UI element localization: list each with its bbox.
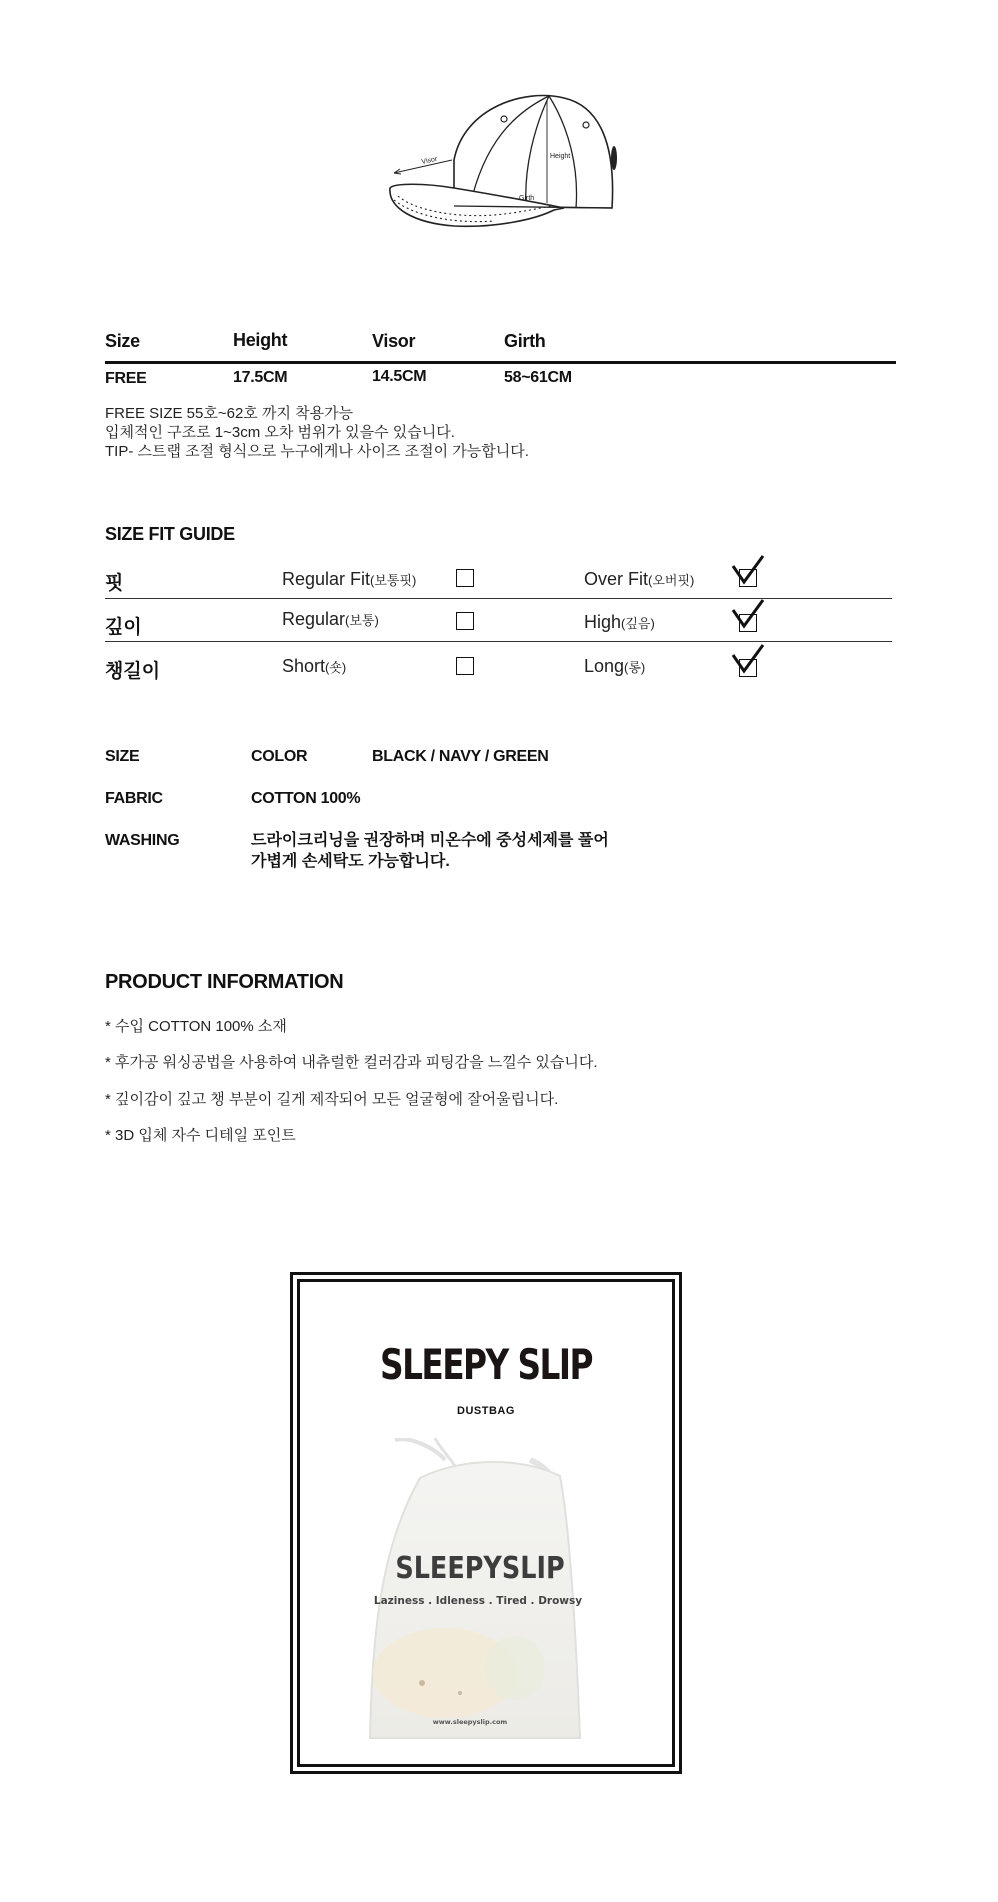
brim-option-short: Short(숏) xyxy=(282,656,347,676)
product-info-item: * 후가공 워싱공법을 사용하여 내츄럴한 컬러감과 피팅감을 느낄수 있습니다. xyxy=(105,1054,598,1071)
size-value: FREE xyxy=(105,370,147,387)
dustbag-image xyxy=(350,1438,630,1748)
size-note-2: 입체적인 구조로 1~3cm 오차 범위가 있을수 있습니다. xyxy=(105,424,455,441)
bag-brand: SLEEPYSLIP xyxy=(395,1549,565,1586)
fit-option-over: Over Fit(오버핏) xyxy=(584,569,695,589)
size-note-3: TIP- 스트랩 조절 형식으로 누구에게나 사이즈 조절이 가능합니다. xyxy=(105,443,529,460)
spec-color-label: COLOR xyxy=(251,748,308,765)
spec-fabric-value: COTTON 100% xyxy=(251,790,361,807)
bag-tagline: Laziness . Idleness . Tired . Drowsy xyxy=(373,1595,583,1607)
spec-washing-label: WASHING xyxy=(105,832,180,849)
checkmark-icon xyxy=(730,554,766,590)
spec-washing-line-1: 드라이크리닝을 권장하며 미온수에 중성세제를 풀어 xyxy=(251,832,609,849)
girth-label: Girth xyxy=(519,195,535,202)
product-info-item: * 깊이감이 깊고 챙 부분이 길게 제작되어 모든 얼굴형에 잘어울립니다. xyxy=(105,1091,559,1108)
fit-guide-title: SIZE FIT GUIDE xyxy=(105,524,235,544)
product-info-item: * 3D 입체 자수 디테일 포인트 xyxy=(105,1127,296,1144)
fit-row-label: 핏 xyxy=(105,573,124,594)
spec-fabric-label: FABRIC xyxy=(105,790,163,807)
checkmark-icon xyxy=(730,643,766,679)
bag-url: www.sleepyslip.com xyxy=(432,1718,508,1726)
size-header: Size xyxy=(105,331,140,351)
dustbag-brand: SLEEPY SLIP xyxy=(380,1340,592,1389)
height-header: Height xyxy=(233,330,288,350)
spec-color-value: BLACK / NAVY / GREEN xyxy=(372,748,549,765)
depth-option-regular: Regular(보통) xyxy=(282,609,379,629)
product-info-item: * 수입 COTTON 100% 소재 xyxy=(105,1018,287,1035)
depth-option-high: High(깊음) xyxy=(584,612,655,632)
spec-washing-line-2: 가볍게 손세탁도 가능합니다. xyxy=(251,853,450,870)
table-divider xyxy=(105,361,896,364)
spec-size-label: SIZE xyxy=(105,748,140,765)
brim-row-label: 챙길이 xyxy=(105,661,161,682)
girth-header: Girth xyxy=(504,331,546,351)
visor-header: Visor xyxy=(372,331,416,351)
depth-row-label: 깊이 xyxy=(105,617,142,638)
height-label: Height xyxy=(550,153,571,160)
fit-row-divider xyxy=(105,598,892,599)
cap-diagram xyxy=(384,88,624,238)
size-note-1: FREE SIZE 55호~62호 까지 착용가능 xyxy=(105,405,354,422)
short-brim-checkbox[interactable] xyxy=(456,657,474,675)
dustbag-subtitle: DUSTBAG xyxy=(457,1405,515,1417)
checkmark-icon xyxy=(730,598,766,634)
brim-option-long: Long(롱) xyxy=(584,656,646,676)
visor-label: Visor xyxy=(420,155,438,166)
depth-row-divider xyxy=(105,641,892,642)
regular-depth-checkbox[interactable] xyxy=(456,612,474,630)
girth-value: 58~61CM xyxy=(504,369,572,386)
visor-value: 14.5CM xyxy=(372,368,427,385)
fit-option-regular: Regular Fit(보통핏) xyxy=(282,569,417,589)
product-info-title: PRODUCT INFORMATION xyxy=(105,971,344,993)
regular-fit-checkbox[interactable] xyxy=(456,569,474,587)
height-value: 17.5CM xyxy=(233,369,288,386)
